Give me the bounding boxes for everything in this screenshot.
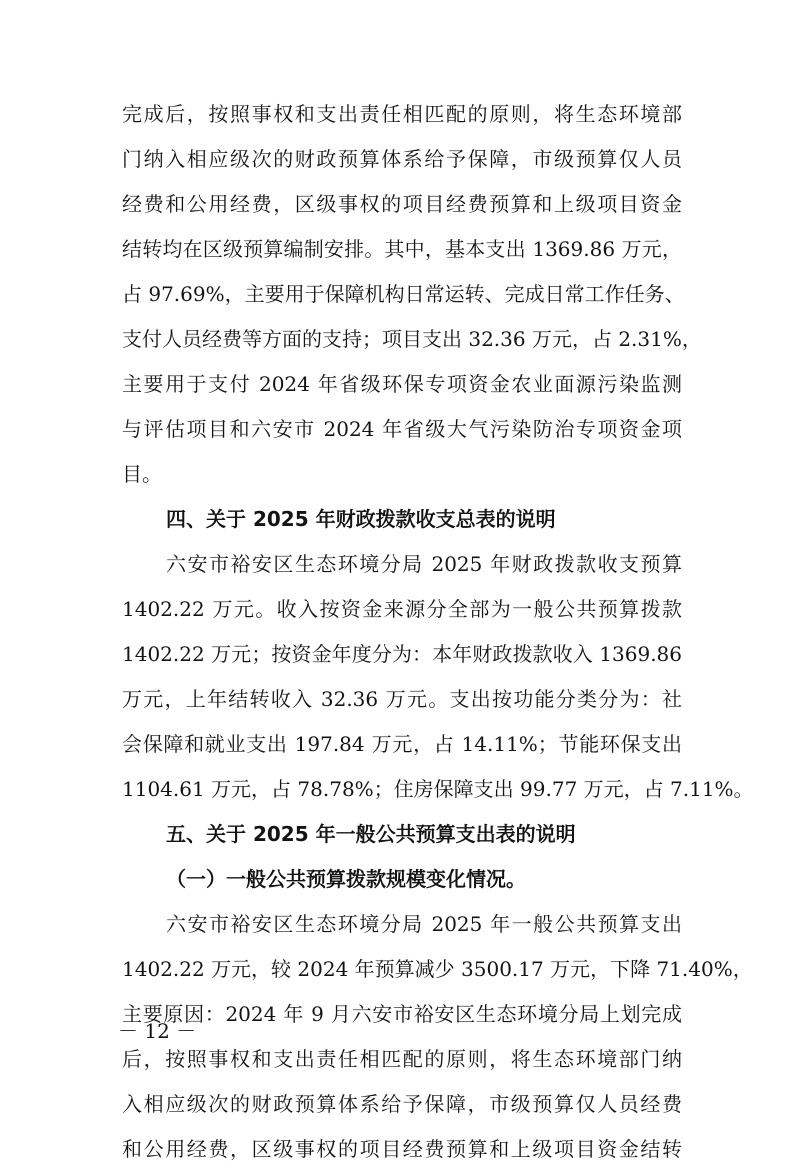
section-heading-5: 五、关于 2025 年一般公共预算支出表的说明 <box>166 822 576 846</box>
section-subheading-5-1: （一）一般公共预算拨款规模变化情况。 <box>166 867 526 891</box>
section-5-paragraph <box>122 902 753 1172</box>
text-line: 入相应级次的财政预算体系给予保障，市级预算仅人员经费 <box>122 1092 682 1116</box>
text-line: 主要原因：2024 年 9 月六安市裕安区生态环境分局上划完成 <box>122 1002 682 1026</box>
text-line: 六安市裕安区生态环境分局 2025 年财政拨款收支预算 <box>166 552 682 576</box>
text-line: 1402.22 万元。收入按资金来源分全部为一般公共预算拨款 <box>122 597 682 621</box>
text-line: 经费和公用经费，区级事权的项目经费预算和上级项目资金 <box>122 192 682 216</box>
section-heading-4: 四、关于 2025 年财政拨款收支总表的说明 <box>166 507 556 531</box>
section-4-paragraph <box>122 542 754 812</box>
text-line: 和公用经费，区级事权的项目经费预算和上级项目资金结转 <box>122 1137 682 1161</box>
text-line: 目。 <box>122 462 162 486</box>
text-line: 六安市裕安区生态环境分局 2025 年一般公共预算支出 <box>166 912 682 936</box>
text-line: 1402.22 万元；按资金年度分为：本年财政拨款收入 1369.86 <box>122 642 682 666</box>
paragraph-continued <box>122 92 702 497</box>
text-line: 会保障和就业支出 197.84 万元，占 14.11%；节能环保支出 <box>122 732 682 756</box>
text-line: 后，按照事权和支出责任相匹配的原则，将生态环境部门纳 <box>122 1047 682 1071</box>
text-line: 主要用于支付 2024 年省级环保专项资金农业面源污染监测 <box>122 372 682 396</box>
text-line: 结转均在区级预算编制安排。其中，基本支出 1369.86 万元， <box>122 237 682 261</box>
page-number: － 12 － <box>118 1019 197 1043</box>
text-line: 1104.61 万元，占 78.78%；住房保障支出 99.77 万元，占 7.11%。 <box>122 777 754 801</box>
page-content <box>122 92 754 1172</box>
text-line: 占 97.69%，主要用于保障机构日常运转、完成日常工作任务、 <box>122 282 685 306</box>
text-line: 1402.22 万元，较 2024 年预算减少 3500.17 万元，下降 71.40%， <box>122 957 753 981</box>
text-line: 门纳入相应级次的财政预算体系给予保障，市级预算仅人员 <box>122 147 682 171</box>
text-line: 支付人员经费等方面的支持；项目支出 32.36 万元，占 2.31%， <box>122 327 702 351</box>
text-line: 完成后，按照事权和支出责任相匹配的原则，将生态环境部 <box>122 102 682 126</box>
text-line: 与评估项目和六安市 2024 年省级大气污染防治专项资金项 <box>122 417 682 441</box>
text-line: 万元，上年结转收入 32.36 万元。支出按功能分类分为：社 <box>122 687 682 711</box>
